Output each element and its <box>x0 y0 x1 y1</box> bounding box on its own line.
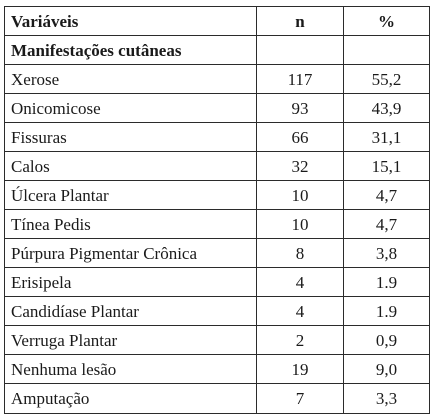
table-row <box>5 210 430 239</box>
table-row <box>5 239 430 268</box>
table-row <box>5 123 430 152</box>
table-row <box>5 152 430 181</box>
row-n: 10 <box>257 181 344 210</box>
row-percent: 3,3 <box>344 384 430 414</box>
row-label: Calos <box>5 152 257 181</box>
table-row <box>5 297 430 326</box>
table-row <box>5 65 430 94</box>
row-n: 117 <box>257 65 344 94</box>
row-n: 10 <box>257 210 344 239</box>
table-header-row <box>5 7 430 36</box>
row-label: Fissuras <box>5 123 257 152</box>
row-label: Tínea Pedis <box>5 210 257 239</box>
section-empty-n <box>257 36 344 65</box>
row-n: 66 <box>257 123 344 152</box>
row-label: Amputação <box>5 384 257 414</box>
table-row <box>5 326 430 355</box>
section-title: Manifestações cutâneas <box>5 36 257 65</box>
row-n: 93 <box>257 94 344 123</box>
row-percent: 4,7 <box>344 210 430 239</box>
row-percent: 15,1 <box>344 152 430 181</box>
row-percent: 3,8 <box>344 239 430 268</box>
row-label: Púrpura Pigmentar Crônica <box>5 239 257 268</box>
row-percent: 43,9 <box>344 94 430 123</box>
row-label: Xerose <box>5 65 257 94</box>
row-percent: 9,0 <box>344 355 430 384</box>
row-percent: 31,1 <box>344 123 430 152</box>
row-n: 4 <box>257 297 344 326</box>
row-percent: 1.9 <box>344 297 430 326</box>
row-label: Candidíase Plantar <box>5 297 257 326</box>
table-row <box>5 384 430 414</box>
column-header-n: n <box>257 7 344 36</box>
row-n: 8 <box>257 239 344 268</box>
row-n: 4 <box>257 268 344 297</box>
row-label: Úlcera Plantar <box>5 181 257 210</box>
table-row <box>5 181 430 210</box>
column-header-variable: Variáveis <box>5 7 257 36</box>
row-label: Erisipela <box>5 268 257 297</box>
table-row <box>5 94 430 123</box>
row-label: Nenhuma lesão <box>5 355 257 384</box>
skin-manifestations-table <box>4 6 430 414</box>
row-percent: 4,7 <box>344 181 430 210</box>
table-row <box>5 355 430 384</box>
row-label: Onicomicose <box>5 94 257 123</box>
row-percent: 1.9 <box>344 268 430 297</box>
row-percent: 55,2 <box>344 65 430 94</box>
row-label: Verruga Plantar <box>5 326 257 355</box>
column-header-percent: % <box>344 7 430 36</box>
row-n: 32 <box>257 152 344 181</box>
row-n: 2 <box>257 326 344 355</box>
row-percent: 0,9 <box>344 326 430 355</box>
section-empty-percent <box>344 36 430 65</box>
row-n: 19 <box>257 355 344 384</box>
row-n: 7 <box>257 384 344 414</box>
table-row <box>5 268 430 297</box>
section-row <box>5 36 430 65</box>
